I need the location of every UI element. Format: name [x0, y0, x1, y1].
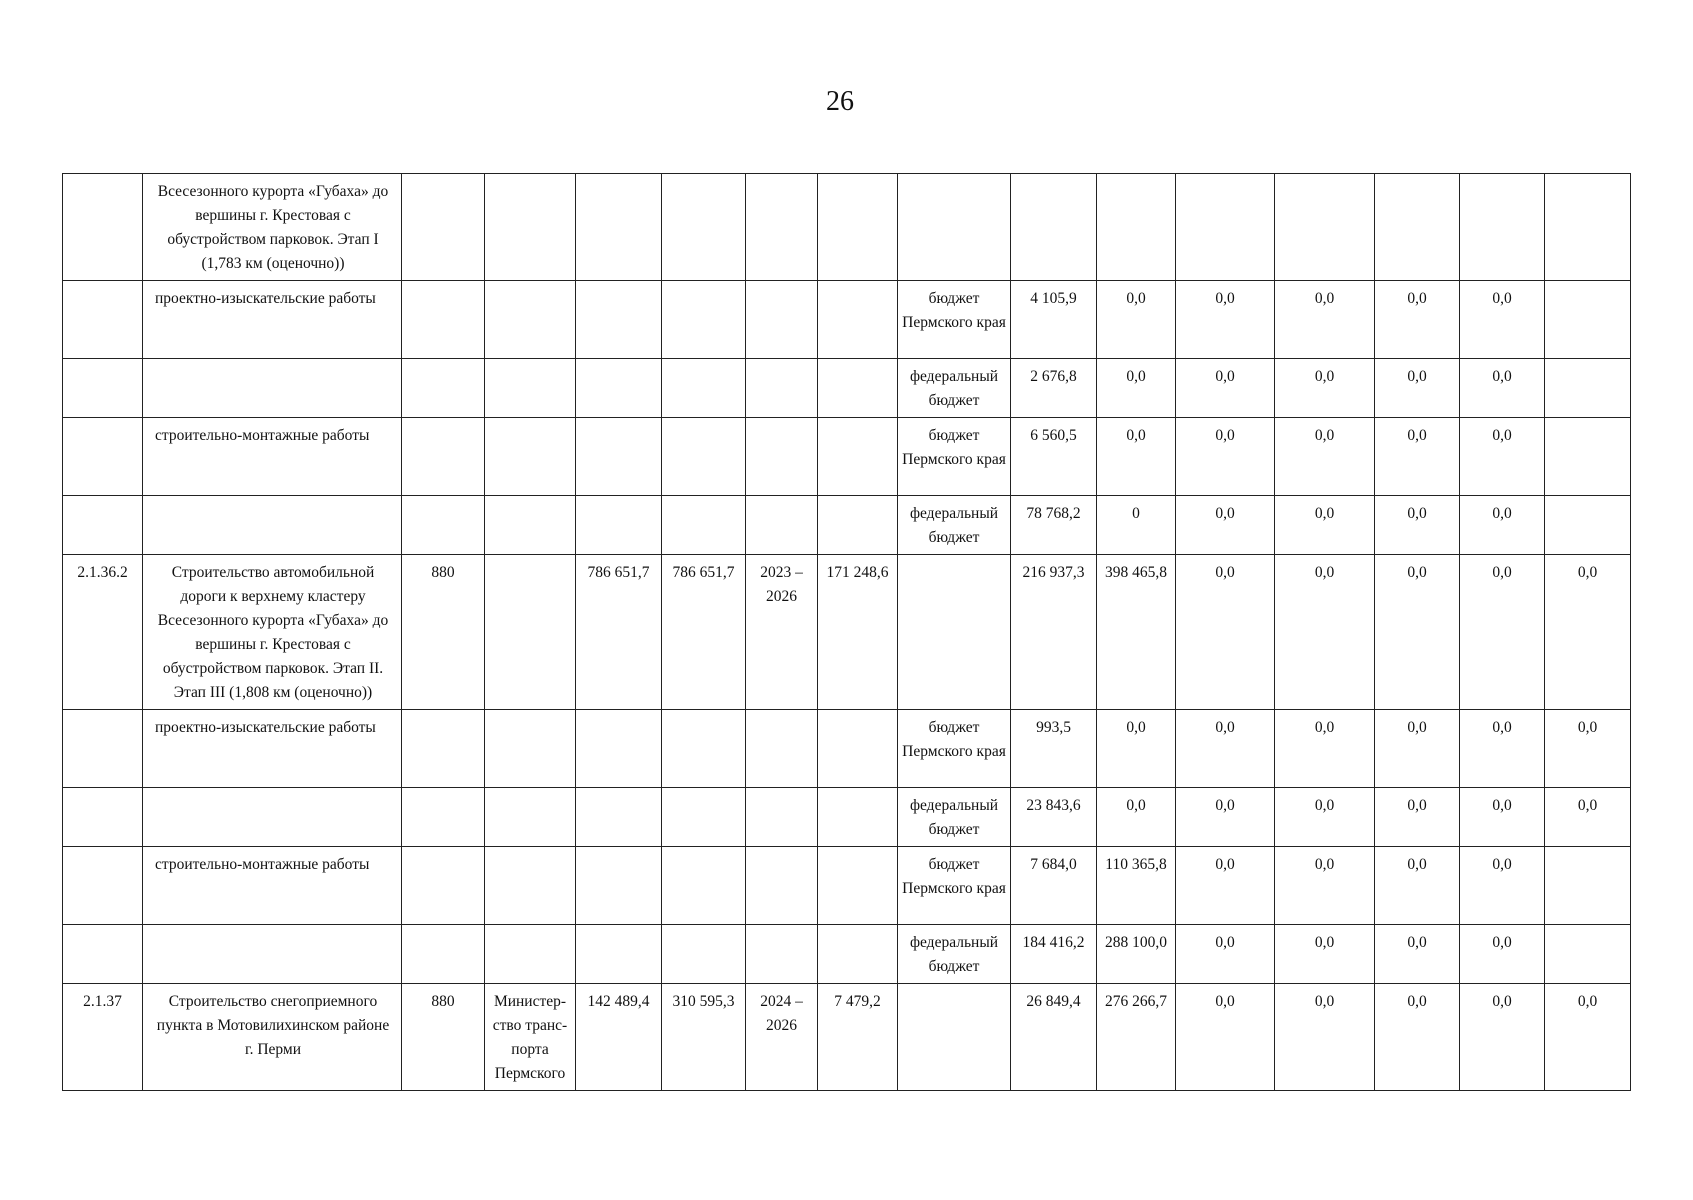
prior-funding-cell — [818, 359, 898, 418]
cost-cell — [576, 496, 662, 555]
year-4-cell: 0,0 — [1275, 418, 1375, 496]
cost-total-cell — [662, 925, 746, 984]
row-number-cell: 2.1.37 — [63, 984, 143, 1091]
year-2-cell: 0 — [1097, 496, 1176, 555]
year-3-cell: 0,0 — [1176, 359, 1275, 418]
year-4-cell — [1275, 174, 1375, 281]
row-number-cell — [63, 925, 143, 984]
year-4-cell: 0,0 — [1275, 710, 1375, 788]
prior-funding-cell — [818, 281, 898, 359]
year-1-cell — [1011, 174, 1097, 281]
year-5-cell: 0,0 — [1375, 847, 1460, 925]
executor-cell — [485, 496, 576, 555]
funding-source-cell: федеральный бюджет — [898, 496, 1011, 555]
year-1-cell: 23 843,6 — [1011, 788, 1097, 847]
prior-funding-cell — [818, 788, 898, 847]
funding-source-cell — [898, 984, 1011, 1091]
table-row — [63, 710, 1631, 788]
funding-source-cell: бюджет Пермского края — [898, 281, 1011, 359]
year-2-cell: 276 266,7 — [1097, 984, 1176, 1091]
year-7-cell — [1545, 847, 1631, 925]
table-row — [63, 359, 1631, 418]
year-1-cell: 2 676,8 — [1011, 359, 1097, 418]
funding-source-cell: бюджет Пермского края — [898, 418, 1011, 496]
year-3-cell: 0,0 — [1176, 925, 1275, 984]
year-5-cell: 0,0 — [1375, 925, 1460, 984]
year-4-cell: 0,0 — [1275, 847, 1375, 925]
funding-source-cell: федеральный бюджет — [898, 925, 1011, 984]
row-number-cell — [63, 174, 143, 281]
year-6-cell: 0,0 — [1460, 847, 1545, 925]
code-cell — [402, 788, 485, 847]
prior-funding-cell — [818, 496, 898, 555]
year-2-cell — [1097, 174, 1176, 281]
cost-total-cell — [662, 847, 746, 925]
funding-source-cell: бюджет Пермского края — [898, 847, 1011, 925]
description-cell — [143, 496, 402, 555]
description-cell: Строительство автомобильной дороги к верхнему кластеру Всесезонного курорта «Губаха» до вершины г. Крестовая с обустройством парковок. Этап II. Этап III (1,808 км (оценочно)) — [143, 555, 402, 710]
executor-cell — [485, 174, 576, 281]
year-5-cell: 0,0 — [1375, 984, 1460, 1091]
year-1-cell: 78 768,2 — [1011, 496, 1097, 555]
code-cell — [402, 847, 485, 925]
executor-cell — [485, 418, 576, 496]
funding-source-cell: федеральный бюджет — [898, 359, 1011, 418]
code-cell — [402, 710, 485, 788]
cost-total-cell — [662, 174, 746, 281]
row-number-cell — [63, 788, 143, 847]
description-cell: Всесезонного курорта «Губаха» до вершины г. Крестовая с обустройством парковок. Этап I (1,783 км (оценочно)) — [143, 174, 402, 281]
prior-funding-cell — [818, 847, 898, 925]
table-row — [63, 984, 1631, 1091]
year-7-cell: 0,0 — [1545, 555, 1631, 710]
year-1-cell: 6 560,5 — [1011, 418, 1097, 496]
description-cell: Строительство снегоприемного пункта в Мотовилихинском районе г. Перми — [143, 984, 402, 1091]
cost-cell — [576, 925, 662, 984]
year-1-cell: 4 105,9 — [1011, 281, 1097, 359]
years-cell — [746, 418, 818, 496]
code-cell — [402, 496, 485, 555]
description-cell: проектно-изыскательские работы — [143, 281, 402, 359]
row-number-cell — [63, 496, 143, 555]
year-6-cell: 0,0 — [1460, 555, 1545, 710]
year-5-cell: 0,0 — [1375, 788, 1460, 847]
cost-total-cell: 786 651,7 — [662, 555, 746, 710]
year-7-cell — [1545, 174, 1631, 281]
code-cell — [402, 281, 485, 359]
prior-funding-cell — [818, 925, 898, 984]
year-2-cell: 0,0 — [1097, 710, 1176, 788]
executor-cell — [485, 281, 576, 359]
funding-source-cell — [898, 555, 1011, 710]
description-cell — [143, 359, 402, 418]
row-number-cell — [63, 359, 143, 418]
executor-cell — [485, 788, 576, 847]
year-4-cell: 0,0 — [1275, 281, 1375, 359]
cost-total-cell — [662, 496, 746, 555]
years-cell — [746, 359, 818, 418]
year-7-cell — [1545, 281, 1631, 359]
code-cell — [402, 359, 485, 418]
prior-funding-cell: 7 479,2 — [818, 984, 898, 1091]
year-5-cell: 0,0 — [1375, 281, 1460, 359]
executor-cell — [485, 847, 576, 925]
year-6-cell: 0,0 — [1460, 418, 1545, 496]
executor-cell — [485, 925, 576, 984]
table-row — [63, 496, 1631, 555]
code-cell — [402, 925, 485, 984]
year-5-cell: 0,0 — [1375, 496, 1460, 555]
year-3-cell: 0,0 — [1176, 984, 1275, 1091]
cost-cell — [576, 281, 662, 359]
years-cell — [746, 281, 818, 359]
cost-cell — [576, 847, 662, 925]
years-cell — [746, 788, 818, 847]
cost-total-cell — [662, 788, 746, 847]
year-7-cell — [1545, 359, 1631, 418]
year-2-cell: 398 465,8 — [1097, 555, 1176, 710]
year-4-cell: 0,0 — [1275, 359, 1375, 418]
cost-cell: 786 651,7 — [576, 555, 662, 710]
cost-cell — [576, 174, 662, 281]
year-3-cell: 0,0 — [1176, 710, 1275, 788]
table-row — [63, 788, 1631, 847]
year-3-cell: 0,0 — [1176, 788, 1275, 847]
year-7-cell: 0,0 — [1545, 984, 1631, 1091]
years-cell — [746, 710, 818, 788]
executor-cell — [485, 359, 576, 418]
year-5-cell: 0,0 — [1375, 555, 1460, 710]
year-1-cell: 216 937,3 — [1011, 555, 1097, 710]
year-5-cell: 0,0 — [1375, 359, 1460, 418]
year-6-cell: 0,0 — [1460, 984, 1545, 1091]
prior-funding-cell — [818, 710, 898, 788]
year-5-cell: 0,0 — [1375, 710, 1460, 788]
executor-cell: Министер-ство транс-порта Пермского — [485, 984, 576, 1091]
year-6-cell: 0,0 — [1460, 359, 1545, 418]
year-6-cell: 0,0 — [1460, 710, 1545, 788]
year-2-cell: 0,0 — [1097, 359, 1176, 418]
year-4-cell: 0,0 — [1275, 496, 1375, 555]
year-2-cell: 110 365,8 — [1097, 847, 1176, 925]
year-6-cell: 0,0 — [1460, 788, 1545, 847]
description-cell: строительно-монтажные работы — [143, 847, 402, 925]
code-cell — [402, 174, 485, 281]
cost-cell — [576, 788, 662, 847]
page-number: 26 — [826, 86, 854, 117]
table-row — [63, 555, 1631, 710]
year-6-cell: 0,0 — [1460, 281, 1545, 359]
prior-funding-cell — [818, 418, 898, 496]
cost-total-cell — [662, 281, 746, 359]
year-6-cell: 0,0 — [1460, 925, 1545, 984]
row-number-cell — [63, 710, 143, 788]
cost-total-cell — [662, 710, 746, 788]
table-row — [63, 925, 1631, 984]
year-6-cell: 0,0 — [1460, 496, 1545, 555]
code-cell: 880 — [402, 555, 485, 710]
funding-source-cell: бюджет Пермского края — [898, 710, 1011, 788]
cost-cell — [576, 710, 662, 788]
year-3-cell: 0,0 — [1176, 847, 1275, 925]
year-1-cell: 26 849,4 — [1011, 984, 1097, 1091]
year-2-cell: 288 100,0 — [1097, 925, 1176, 984]
prior-funding-cell — [818, 174, 898, 281]
executor-cell — [485, 710, 576, 788]
year-1-cell: 184 416,2 — [1011, 925, 1097, 984]
funding-source-cell: федеральный бюджет — [898, 788, 1011, 847]
years-cell — [746, 174, 818, 281]
row-number-cell — [63, 281, 143, 359]
cost-cell — [576, 359, 662, 418]
year-7-cell: 0,0 — [1545, 788, 1631, 847]
years-cell — [746, 496, 818, 555]
year-5-cell — [1375, 174, 1460, 281]
program-table — [62, 173, 1631, 1091]
prior-funding-cell: 171 248,6 — [818, 555, 898, 710]
year-3-cell: 0,0 — [1176, 555, 1275, 710]
description-cell — [143, 925, 402, 984]
cost-total-cell: 310 595,3 — [662, 984, 746, 1091]
row-number-cell: 2.1.36.2 — [63, 555, 143, 710]
year-2-cell: 0,0 — [1097, 281, 1176, 359]
funding-source-cell — [898, 174, 1011, 281]
description-cell: строительно-монтажные работы — [143, 418, 402, 496]
description-cell — [143, 788, 402, 847]
year-7-cell — [1545, 418, 1631, 496]
code-cell — [402, 418, 485, 496]
year-2-cell: 0,0 — [1097, 418, 1176, 496]
year-1-cell: 7 684,0 — [1011, 847, 1097, 925]
description-cell: проектно-изыскательские работы — [143, 710, 402, 788]
table-row — [63, 847, 1631, 925]
code-cell: 880 — [402, 984, 485, 1091]
table-row — [63, 174, 1631, 281]
table-row — [63, 281, 1631, 359]
years-cell — [746, 925, 818, 984]
cost-total-cell — [662, 418, 746, 496]
year-6-cell — [1460, 174, 1545, 281]
row-number-cell — [63, 418, 143, 496]
year-2-cell: 0,0 — [1097, 788, 1176, 847]
row-number-cell — [63, 847, 143, 925]
year-3-cell: 0,0 — [1176, 496, 1275, 555]
years-cell — [746, 847, 818, 925]
executor-cell — [485, 555, 576, 710]
cost-total-cell — [662, 359, 746, 418]
year-4-cell: 0,0 — [1275, 984, 1375, 1091]
year-7-cell — [1545, 496, 1631, 555]
year-4-cell: 0,0 — [1275, 788, 1375, 847]
year-7-cell — [1545, 925, 1631, 984]
year-3-cell — [1176, 174, 1275, 281]
year-4-cell: 0,0 — [1275, 555, 1375, 710]
year-3-cell: 0,0 — [1176, 418, 1275, 496]
cost-cell: 142 489,4 — [576, 984, 662, 1091]
year-5-cell: 0,0 — [1375, 418, 1460, 496]
year-4-cell: 0,0 — [1275, 925, 1375, 984]
years-cell: 2024 – 2026 — [746, 984, 818, 1091]
year-7-cell: 0,0 — [1545, 710, 1631, 788]
years-cell: 2023 – 2026 — [746, 555, 818, 710]
year-1-cell: 993,5 — [1011, 710, 1097, 788]
table-row — [63, 418, 1631, 496]
year-3-cell: 0,0 — [1176, 281, 1275, 359]
cost-cell — [576, 418, 662, 496]
